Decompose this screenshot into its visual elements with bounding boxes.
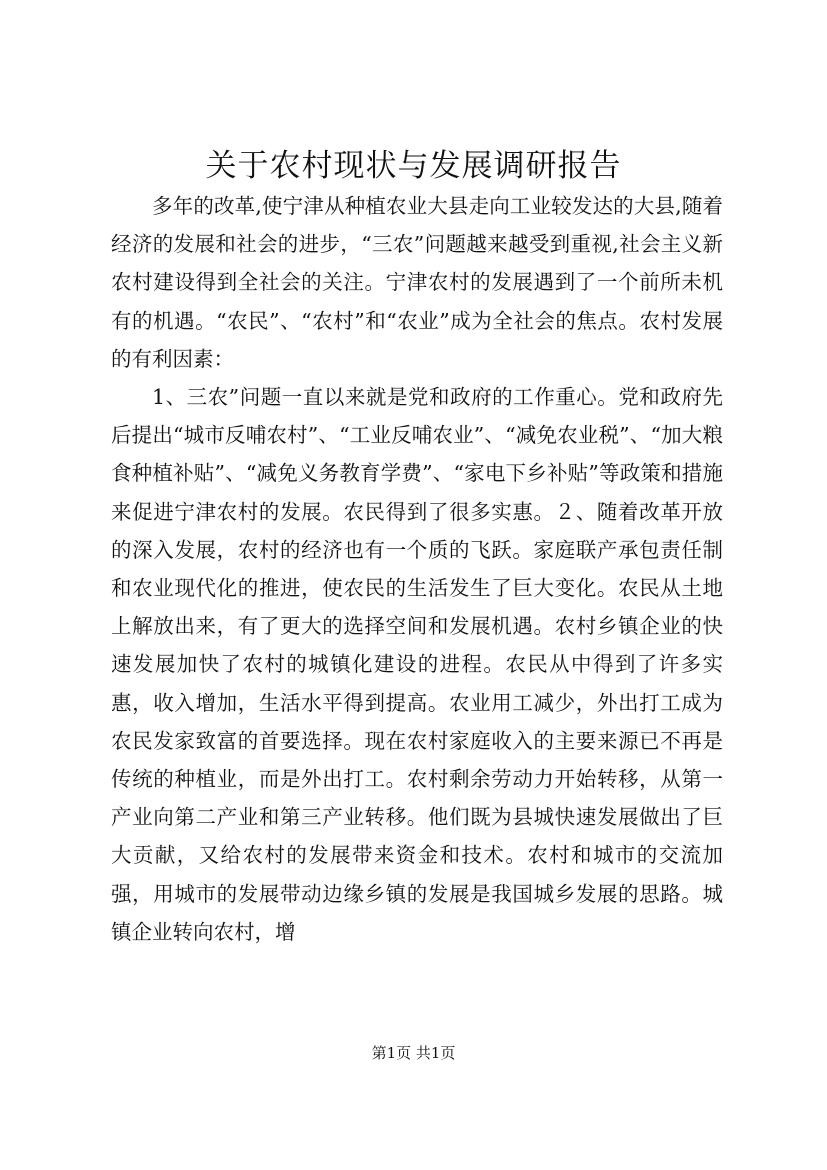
document-title: 关于农村现状与发展调研报告 (205, 148, 622, 184)
page-footer: 第1页 共1页 (371, 1044, 456, 1062)
document-body (111, 187, 723, 951)
paragraph-favorable-factors: 1、三农”问题一直以来就是党和政府的工作重心。党和政府先后提出“城市反哺农村”、“工业反哺农业”、“减免农业税”、“加大粮食种植补贴”、“减免义务教育学费”、“家电下乡补贴”等政策和措施来促进宁津农村的发展。农民得到了很多实惠。２、随着改革开放的深入发展，农村的经济也有一个质的飞跃。家庭联产承包责任制和农业现代化的推进，使农民的生活发生了巨大变化。农民从土地上解放出来，有了更大的选择空间和发展机遇。农村乡镇企业的快速发展加快了农村的城镇化建设的进程。农民从中得到了许多实惠，收入增加，生活水平得到提高。农业用工减少，外出打工成为农民发家致富的首要选择。现在农村家庭收入的主要来源已不再是传统的种植业，而是外出打工。农村剩余劳动力开始转移，从第一产业向第二产业和第三产业转移。他们既为县城快速发展做出了巨大贡献，又给农村的发展带来资金和技术。农村和城市的交流加强，用城市的发展带动边缘乡镇的发展是我国城乡发展的思路。城镇企业转向农村，增 (111, 385, 723, 944)
paragraph-intro: 多年的改革,使宁津从种植农业大县走向工业较发达的大县,随着经济的发展和社会的进步，“三农”问题越来越受到重视,社会主义新农村建设得到全社会的关注。宁津农村的发展遇到了一个前所未机有的机遇。“农民”、“农村”和“农业”成为全社会的焦点。农村发展的有利因素： (111, 194, 723, 371)
